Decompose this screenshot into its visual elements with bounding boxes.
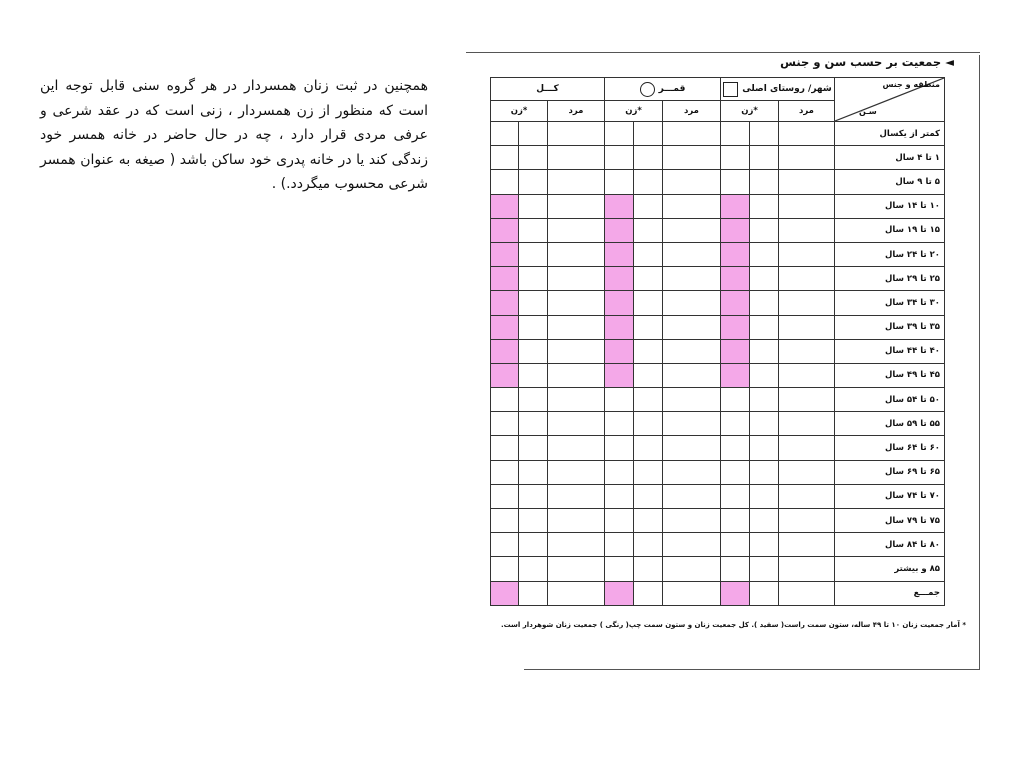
table-row [491, 581, 945, 605]
qamar-female-header: زن* [605, 101, 663, 122]
total-female-cell [519, 315, 548, 339]
corner-bottom-label: سـن [859, 107, 877, 116]
city-female-cell [750, 242, 779, 266]
total-male-cell [548, 242, 605, 266]
city-female-married-cell [721, 315, 750, 339]
qamar-female-cell [634, 194, 663, 218]
total-male-cell [548, 412, 605, 436]
city-male-cell [779, 412, 835, 436]
group-qamar-label: قمـــر [658, 84, 686, 94]
corner-top-label: منطقه و جنس [882, 80, 940, 89]
table-row [491, 146, 945, 170]
total-female-cell [519, 194, 548, 218]
qamar-male-header: مرد [663, 101, 721, 122]
total-female-married-cell [491, 218, 519, 242]
form-title: ◄ جمعیت بر حسب سن و جنس [780, 55, 954, 69]
total-male-cell [548, 291, 605, 315]
total-female-cell [519, 267, 548, 291]
group-city-header [721, 78, 835, 101]
city-male-cell [779, 339, 835, 363]
city-female-cell [750, 170, 779, 194]
city-male-cell [779, 267, 835, 291]
qamar-male-cell [663, 146, 721, 170]
top-rule [466, 52, 980, 53]
table-row [491, 242, 945, 266]
city-female-cell [750, 218, 779, 242]
city-female-cell [750, 484, 779, 508]
total-female-cell [519, 509, 548, 533]
city-female-married-cell [721, 146, 750, 170]
total-female-cell [519, 460, 548, 484]
total-female-cell [519, 436, 548, 460]
qamar-female-married-cell [605, 315, 634, 339]
age-group-label: ۳۵ تا ۳۹ سال [835, 315, 945, 339]
qamar-female-cell [634, 436, 663, 460]
qamar-female-married-cell [605, 267, 634, 291]
qamar-female-married-cell [605, 581, 634, 605]
qamar-male-cell [663, 533, 721, 557]
table-row [491, 412, 945, 436]
explanation-paragraph: همچنین در ثبت زنان همسردار در هر گروه سنی قابل توجه این است که منظور از زن همسردار ، زنی است که در عقد شرعی و عرفی مردی قرار دارد ، چه در حال حاضر در خانه همسر خود زندگی کند یا در خانه پدری خود ساکن باشد ( صیغه به عنوان همسر شرعی محسوب میگردد.) . [40, 78, 428, 193]
total-male-cell [548, 557, 605, 581]
city-female-married-cell [721, 363, 750, 387]
total-female-married-cell [491, 557, 519, 581]
table-row [491, 388, 945, 412]
table-row [491, 484, 945, 508]
total-female-married-cell [491, 242, 519, 266]
group-total-label: کـــل [536, 84, 559, 94]
city-female-married-cell [721, 267, 750, 291]
city-female-cell [750, 315, 779, 339]
qamar-female-cell [634, 388, 663, 412]
total-female-married-cell [491, 194, 519, 218]
city-male-cell [779, 291, 835, 315]
qamar-male-cell [663, 122, 721, 146]
table-row [491, 122, 945, 146]
total-female-cell [519, 533, 548, 557]
qamar-female-married-cell [605, 460, 634, 484]
city-male-cell [779, 363, 835, 387]
qamar-female-married-cell [605, 533, 634, 557]
qamar-female-married-cell [605, 557, 634, 581]
group-city-label: شهر/ روستای اصلی [742, 84, 832, 94]
total-female-married-cell [491, 267, 519, 291]
bottom-rule [524, 669, 980, 670]
city-female-cell [750, 122, 779, 146]
total-female-married-cell [491, 122, 519, 146]
total-female-cell [519, 146, 548, 170]
qamar-female-cell [634, 291, 663, 315]
city-female-cell [750, 557, 779, 581]
table-row [491, 315, 945, 339]
total-female-header: زن* [491, 101, 548, 122]
group-total-header [491, 78, 605, 101]
city-male-cell [779, 218, 835, 242]
total-female-married-cell [491, 484, 519, 508]
qamar-male-cell [663, 484, 721, 508]
total-female-cell [519, 291, 548, 315]
table-row [491, 436, 945, 460]
age-group-label: ۱ تا ۴ سال [835, 146, 945, 170]
city-female-cell [750, 388, 779, 412]
qamar-female-cell [634, 242, 663, 266]
age-group-label: ۶۰ تا ۶۴ سال [835, 436, 945, 460]
city-male-cell [779, 533, 835, 557]
city-male-cell [779, 146, 835, 170]
qamar-female-married-cell [605, 242, 634, 266]
total-male-cell [548, 363, 605, 387]
city-female-cell [750, 363, 779, 387]
qamar-female-married-cell [605, 170, 634, 194]
city-female-married-cell [721, 557, 750, 581]
right-rule [979, 55, 980, 670]
table-row [491, 533, 945, 557]
qamar-male-cell [663, 557, 721, 581]
qamar-female-married-cell [605, 388, 634, 412]
qamar-female-cell [634, 170, 663, 194]
qamar-female-married-cell [605, 218, 634, 242]
total-male-cell [548, 146, 605, 170]
age-group-label: ۸۵ و بیشتر [835, 557, 945, 581]
square-checkbox-icon [723, 82, 738, 97]
total-female-cell [519, 484, 548, 508]
city-male-cell [779, 388, 835, 412]
city-female-header: زن* [721, 101, 779, 122]
qamar-male-cell [663, 267, 721, 291]
qamar-female-married-cell [605, 412, 634, 436]
table-row [491, 460, 945, 484]
age-group-label: ۳۰ تا ۳۴ سال [835, 291, 945, 315]
total-female-married-cell [491, 533, 519, 557]
city-male-cell [779, 581, 835, 605]
city-female-cell [750, 267, 779, 291]
city-female-married-cell [721, 339, 750, 363]
table-row [491, 339, 945, 363]
total-female-married-cell [491, 581, 519, 605]
city-male-cell [779, 460, 835, 484]
total-female-married-cell [491, 170, 519, 194]
qamar-female-cell [634, 460, 663, 484]
total-female-married-cell [491, 388, 519, 412]
qamar-male-cell [663, 242, 721, 266]
total-female-married-cell [491, 146, 519, 170]
age-group-label: ۷۰ تا ۷۴ سال [835, 484, 945, 508]
age-group-label: ۵۵ تا ۵۹ سال [835, 412, 945, 436]
qamar-female-cell [634, 557, 663, 581]
qamar-male-cell [663, 436, 721, 460]
population-table [490, 77, 945, 606]
total-male-cell [548, 122, 605, 146]
total-female-married-cell [491, 412, 519, 436]
city-female-married-cell [721, 484, 750, 508]
table-row [491, 218, 945, 242]
circle-checkbox-icon [640, 82, 655, 97]
total-male-cell [548, 267, 605, 291]
qamar-male-cell [663, 291, 721, 315]
qamar-female-cell [634, 339, 663, 363]
qamar-male-cell [663, 460, 721, 484]
city-female-cell [750, 581, 779, 605]
qamar-female-married-cell [605, 484, 634, 508]
age-group-label: ۵۰ تا ۵۴ سال [835, 388, 945, 412]
qamar-female-cell [634, 533, 663, 557]
qamar-male-cell [663, 170, 721, 194]
city-male-cell [779, 484, 835, 508]
total-male-cell [548, 218, 605, 242]
city-female-married-cell [721, 412, 750, 436]
city-female-married-cell [721, 581, 750, 605]
qamar-female-cell [634, 509, 663, 533]
qamar-male-cell [663, 412, 721, 436]
total-female-married-cell [491, 436, 519, 460]
table-row [491, 363, 945, 387]
city-male-cell [779, 194, 835, 218]
qamar-female-cell [634, 581, 663, 605]
city-female-married-cell [721, 436, 750, 460]
age-group-label: ۲۵ تا ۲۹ سال [835, 267, 945, 291]
city-female-married-cell [721, 533, 750, 557]
age-group-label: ۵ تا ۹ سال [835, 170, 945, 194]
qamar-male-cell [663, 315, 721, 339]
table-row [491, 194, 945, 218]
population-form-scan [466, 47, 980, 672]
total-female-cell [519, 339, 548, 363]
city-female-cell [750, 291, 779, 315]
qamar-female-married-cell [605, 509, 634, 533]
city-female-cell [750, 339, 779, 363]
city-female-cell [750, 146, 779, 170]
form-footnote: * آمار جمعیت زنان ۱۰ تا ۴۹ ساله، ستون سمت راست( سفید ). کل جمعیت زنان و ستون سمت چپ( رنگی ) جمعیت زنان شوهردار است. [500, 621, 966, 629]
qamar-male-cell [663, 363, 721, 387]
qamar-female-cell [634, 122, 663, 146]
qamar-female-married-cell [605, 363, 634, 387]
city-female-married-cell [721, 460, 750, 484]
total-female-cell [519, 581, 548, 605]
total-female-married-cell [491, 315, 519, 339]
city-male-cell [779, 509, 835, 533]
qamar-female-married-cell [605, 436, 634, 460]
total-female-cell [519, 218, 548, 242]
total-male-header: مرد [548, 101, 605, 122]
city-female-cell [750, 436, 779, 460]
city-female-married-cell [721, 509, 750, 533]
total-female-cell [519, 242, 548, 266]
qamar-female-cell [634, 412, 663, 436]
total-male-cell [548, 170, 605, 194]
qamar-female-cell [634, 267, 663, 291]
total-male-cell [548, 484, 605, 508]
city-female-married-cell [721, 291, 750, 315]
qamar-female-cell [634, 484, 663, 508]
group-qamar-header [605, 78, 721, 101]
total-female-married-cell [491, 460, 519, 484]
qamar-male-cell [663, 388, 721, 412]
total-male-cell [548, 194, 605, 218]
city-female-married-cell [721, 194, 750, 218]
city-female-married-cell [721, 122, 750, 146]
city-female-cell [750, 460, 779, 484]
total-male-cell [548, 339, 605, 363]
city-female-cell [750, 412, 779, 436]
city-male-cell [779, 436, 835, 460]
age-group-label: کمتر از یکسال [835, 122, 945, 146]
city-female-cell [750, 509, 779, 533]
city-male-header: مرد [779, 101, 835, 122]
city-female-cell [750, 533, 779, 557]
table-row [491, 170, 945, 194]
city-male-cell [779, 557, 835, 581]
total-male-cell [548, 533, 605, 557]
total-male-cell [548, 315, 605, 339]
city-female-married-cell [721, 218, 750, 242]
age-group-label: ۸۰ تا ۸۴ سال [835, 533, 945, 557]
table-row [491, 557, 945, 581]
city-female-married-cell [721, 388, 750, 412]
qamar-female-cell [634, 146, 663, 170]
table-row [491, 267, 945, 291]
corner-header [835, 78, 945, 122]
age-group-label: ۶۵ تا ۶۹ سال [835, 460, 945, 484]
age-group-label: ۲۰ تا ۲۴ سال [835, 242, 945, 266]
age-group-label: جمـــع [835, 581, 945, 605]
total-male-cell [548, 509, 605, 533]
qamar-female-married-cell [605, 146, 634, 170]
table-row [491, 291, 945, 315]
city-female-married-cell [721, 170, 750, 194]
total-male-cell [548, 388, 605, 412]
total-female-cell [519, 363, 548, 387]
city-female-cell [750, 194, 779, 218]
age-group-label: ۴۵ تا ۴۹ سال [835, 363, 945, 387]
city-male-cell [779, 170, 835, 194]
total-male-cell [548, 436, 605, 460]
total-male-cell [548, 460, 605, 484]
table-row [491, 509, 945, 533]
total-female-cell [519, 122, 548, 146]
qamar-female-cell [634, 363, 663, 387]
qamar-female-married-cell [605, 291, 634, 315]
qamar-female-married-cell [605, 122, 634, 146]
total-female-cell [519, 388, 548, 412]
total-female-married-cell [491, 363, 519, 387]
qamar-male-cell [663, 509, 721, 533]
city-male-cell [779, 122, 835, 146]
age-group-label: ۱۵ تا ۱۹ سال [835, 218, 945, 242]
total-female-married-cell [491, 509, 519, 533]
total-male-cell [548, 581, 605, 605]
age-group-label: ۴۰ تا ۴۴ سال [835, 339, 945, 363]
total-female-cell [519, 557, 548, 581]
city-male-cell [779, 315, 835, 339]
total-female-married-cell [491, 291, 519, 315]
city-male-cell [779, 242, 835, 266]
qamar-male-cell [663, 218, 721, 242]
qamar-male-cell [663, 581, 721, 605]
city-female-married-cell [721, 242, 750, 266]
qamar-female-cell [634, 218, 663, 242]
qamar-female-married-cell [605, 339, 634, 363]
total-female-cell [519, 170, 548, 194]
total-female-married-cell [491, 339, 519, 363]
qamar-female-married-cell [605, 194, 634, 218]
qamar-female-cell [634, 315, 663, 339]
qamar-male-cell [663, 339, 721, 363]
qamar-male-cell [663, 194, 721, 218]
age-group-label: ۷۵ تا ۷۹ سال [835, 509, 945, 533]
age-group-label: ۱۰ تا ۱۴ سال [835, 194, 945, 218]
total-female-cell [519, 412, 548, 436]
